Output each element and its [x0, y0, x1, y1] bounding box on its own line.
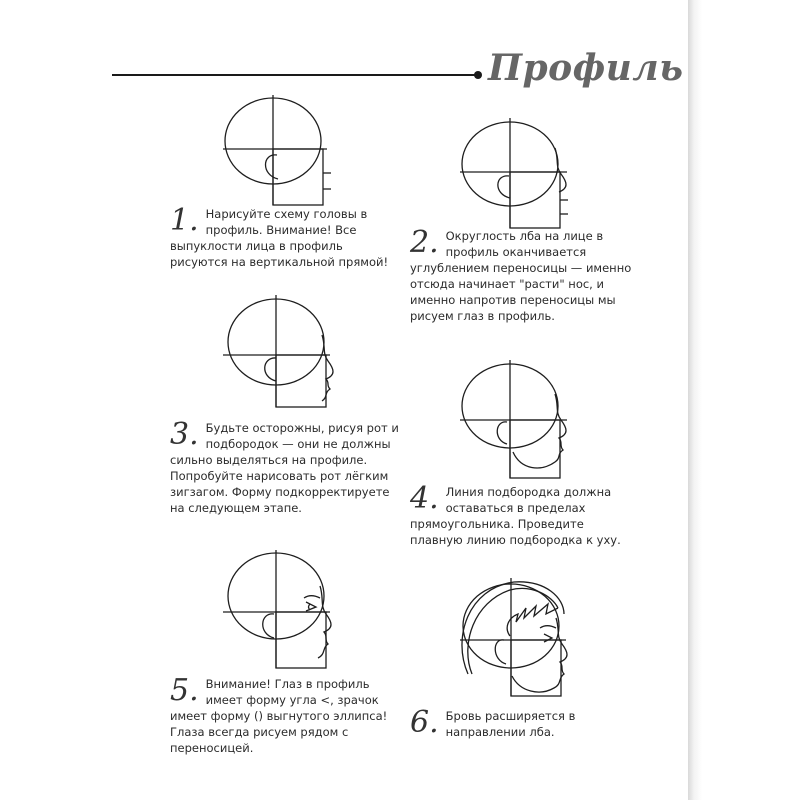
step-number: 2. — [410, 225, 439, 260]
step-6 — [410, 705, 632, 740]
title-rule-dot — [474, 71, 482, 79]
figure-step-5 — [218, 550, 343, 675]
page-title: Профиль — [488, 47, 684, 89]
step-text: Линия подбородка должна оставаться в пределах прямоугольника. Проведите плавную линию подбородка к уху. — [410, 485, 621, 547]
step-2 — [410, 225, 632, 324]
title-rule — [112, 74, 476, 76]
figure-step-3 — [218, 295, 343, 415]
step-number: 6. — [410, 705, 439, 740]
step-text: Нарисуйте схему головы в профиль. Внимание! Все выпуклости лица в профиль рисуются на вертикальной прямой! — [170, 207, 389, 269]
step-text: Округлость лба на лице в профиль оканчивается углублением переносицы — именно отсюда начинает "расти" нос, и именно напротив переносицы мы рисуем глаз в профиль. — [410, 229, 632, 323]
step-text: Будьте осторожны, рисуя рот и подбородок — они не должны сильно выделяться на профиле. Попробуйте нарисовать рот лёгким зигзагом. Форму подкорректируете на следующем этапе. — [170, 421, 399, 515]
step-1 — [170, 203, 400, 270]
figure-step-1 — [215, 95, 340, 210]
step-number: 1. — [170, 203, 199, 238]
step-5 — [170, 673, 400, 756]
step-text: Внимание! Глаз в профиль имеет форму угла <, зрачок имеет форму () выгнутого эллипса! Глаза всегда рисуем рядом с переносицей. — [170, 677, 388, 755]
step-3 — [170, 417, 400, 516]
figure-step-2 — [455, 118, 580, 233]
step-number: 5. — [170, 673, 199, 708]
figure-step-6 — [448, 578, 578, 703]
step-4 — [410, 481, 632, 548]
step-text: Бровь расширяется в направлении лба. — [445, 709, 576, 739]
page-edge-shadow — [688, 0, 800, 800]
step-number: 4. — [410, 481, 439, 516]
figure-step-4 — [455, 360, 580, 485]
step-number: 3. — [170, 417, 199, 452]
